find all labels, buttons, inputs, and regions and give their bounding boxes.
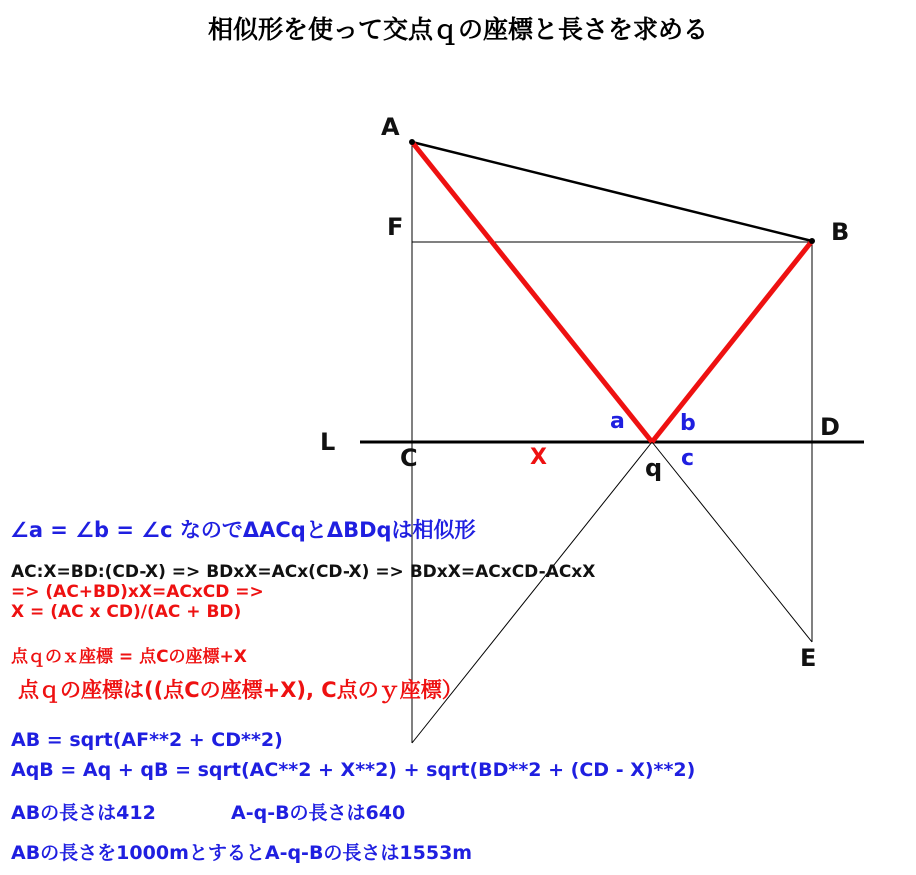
- label-point-b: B: [831, 218, 850, 246]
- ratio-equation: AC:X=BD:(CD-X) => BDxX=ACx(CD-X) => BDxX=ACxCD-ACxX: [11, 562, 596, 582]
- label-angle-c: c: [681, 446, 695, 471]
- path-q-b: [652, 241, 812, 442]
- q-x-coordinate: 点ｑのｘ座標 = 点Cの座標+X: [11, 647, 247, 667]
- scaled-length: ABの長さを1000mとするとA-q-Bの長さは1553m: [11, 842, 473, 864]
- label-point-e: E: [800, 644, 817, 672]
- line-q-e: [652, 442, 812, 642]
- label-line-l: L: [320, 428, 336, 456]
- path-a-q: [412, 142, 652, 442]
- step2-equation: => (AC+BD)xX=ACxCD =>: [11, 582, 264, 602]
- similarity-statement: ∠a = ∠b = ∠c なのでΔACqとΔBDqは相似形: [10, 518, 476, 542]
- q-coordinate: 点ｑの座標は((点Cの座標+X), C点のｙ座標）: [18, 678, 463, 702]
- label-angle-a: a: [610, 409, 625, 434]
- label-point-f: F: [387, 213, 404, 241]
- line-a-b: [412, 142, 812, 241]
- aqb-length: A-q-Bの長さは640: [231, 802, 406, 824]
- label-x: X: [530, 445, 547, 470]
- label-point-q: q: [645, 454, 663, 482]
- aqb-formula: AqB = Aq + qB = sqrt(AC**2 + X**2) + sqrt(BD**2 + (CD - X)**2): [11, 759, 696, 781]
- label-point-d: D: [820, 413, 840, 441]
- point-a-dot: [409, 139, 415, 145]
- label-point-a: A: [381, 113, 400, 141]
- page-title: 相似形を使って交点ｑの座標と長さを求める: [207, 15, 708, 44]
- ab-length: ABの長さは412: [11, 802, 156, 824]
- ab-formula: AB = sqrt(AF**2 + CD**2): [11, 729, 283, 751]
- label-point-c: C: [400, 444, 418, 472]
- point-b-dot: [809, 238, 815, 244]
- x-formula: X = (AC x CD)/(AC + BD): [11, 602, 242, 622]
- label-angle-b: b: [680, 411, 696, 436]
